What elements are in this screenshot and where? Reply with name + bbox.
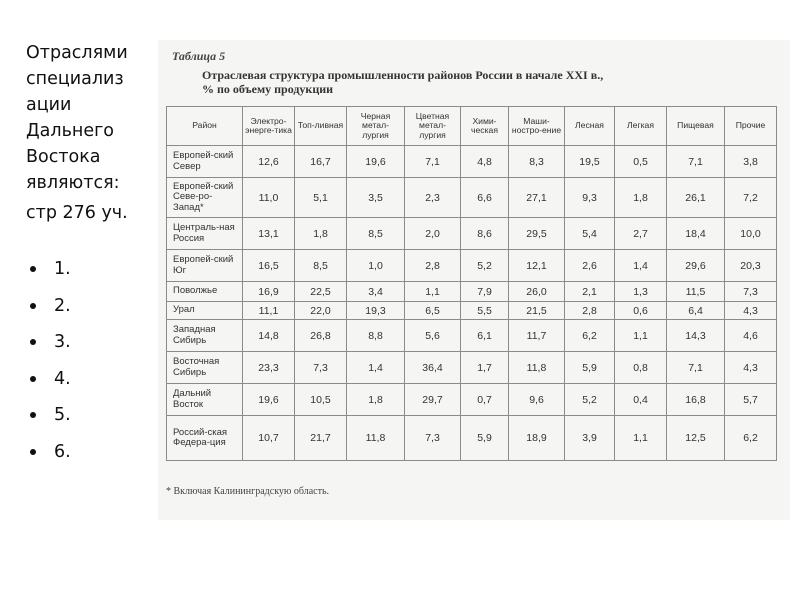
table-row — [167, 352, 777, 384]
column-header: Топ-ливная — [295, 107, 347, 146]
value-cell: 3,8 — [725, 146, 777, 178]
region-cell: Европей-ский Юг — [167, 250, 243, 282]
value-cell: 7,1 — [405, 146, 461, 178]
value-cell: 1,1 — [615, 320, 667, 352]
value-cell: 3,5 — [347, 178, 405, 218]
column-header: Маши-ностро-ение — [509, 107, 565, 146]
table-row — [167, 320, 777, 352]
bullet-icon — [30, 303, 36, 309]
column-header: Электро-энерге-тика — [243, 107, 295, 146]
column-header: Черная метал-лургия — [347, 107, 405, 146]
table-row — [167, 302, 777, 320]
region-cell: Восточная Сибирь — [167, 352, 243, 384]
value-cell: 8,3 — [509, 146, 565, 178]
value-cell: 19,5 — [565, 146, 615, 178]
table-row — [167, 178, 777, 218]
value-cell: 7,3 — [295, 352, 347, 384]
question-line: Дальнего — [26, 121, 115, 141]
table-row — [167, 250, 777, 282]
value-cell: 1,4 — [615, 250, 667, 282]
value-cell: 21,7 — [295, 416, 347, 461]
scanned-table-image — [158, 40, 790, 520]
value-cell: 16,7 — [295, 146, 347, 178]
column-header: Прочие — [725, 107, 777, 146]
value-cell: 22,5 — [295, 282, 347, 302]
value-cell: 10,7 — [243, 416, 295, 461]
value-cell: 8,6 — [461, 218, 509, 250]
value-cell: 16,5 — [243, 250, 295, 282]
value-cell: 0,7 — [461, 384, 509, 416]
value-cell: 18,4 — [667, 218, 725, 250]
bullet-icon — [30, 266, 36, 272]
value-cell: 5,4 — [565, 218, 615, 250]
region-cell: Европей-ский Север — [167, 146, 243, 178]
value-cell: 12,6 — [243, 146, 295, 178]
value-cell: 16,8 — [667, 384, 725, 416]
value-cell: 29,5 — [509, 218, 565, 250]
question-line: Востока — [26, 147, 101, 167]
region-cell: Западная Сибирь — [167, 320, 243, 352]
value-cell: 6,1 — [461, 320, 509, 352]
value-cell: 1,3 — [615, 282, 667, 302]
value-cell: 6,4 — [667, 302, 725, 320]
value-cell: 7,9 — [461, 282, 509, 302]
value-cell: 5,1 — [295, 178, 347, 218]
question-text — [26, 40, 161, 196]
value-cell: 12,1 — [509, 250, 565, 282]
bullet-icon — [30, 449, 36, 455]
table-row — [167, 146, 777, 178]
region-cell: Дальний Восток — [167, 384, 243, 416]
answer-list — [26, 256, 161, 475]
table-row — [167, 218, 777, 250]
table-caption: Таблица 5 — [172, 49, 226, 63]
value-cell: 2,8 — [405, 250, 461, 282]
value-cell: 0,4 — [615, 384, 667, 416]
value-cell: 11,5 — [667, 282, 725, 302]
column-header: Лесная — [565, 107, 615, 146]
value-cell: 14,3 — [667, 320, 725, 352]
value-cell: 2,3 — [405, 178, 461, 218]
region-cell: Россий-ская Федера-ция — [167, 416, 243, 461]
answer-item — [26, 256, 161, 293]
value-cell: 1,1 — [615, 416, 667, 461]
question-line: являются: — [26, 173, 120, 193]
value-cell: 4,3 — [725, 352, 777, 384]
answer-number: 6. — [54, 441, 71, 462]
table-row — [167, 384, 777, 416]
answer-item — [26, 329, 161, 366]
answer-item — [26, 293, 161, 330]
value-cell: 18,9 — [509, 416, 565, 461]
column-header: Легкая — [615, 107, 667, 146]
value-cell: 5,6 — [405, 320, 461, 352]
value-cell: 12,5 — [667, 416, 725, 461]
value-cell: 14,8 — [243, 320, 295, 352]
table-body — [167, 146, 777, 461]
value-cell: 26,8 — [295, 320, 347, 352]
value-cell: 5,2 — [565, 384, 615, 416]
value-cell: 1,7 — [461, 352, 509, 384]
value-cell: 7,1 — [667, 352, 725, 384]
table-title — [202, 68, 762, 96]
value-cell: 1,1 — [405, 282, 461, 302]
value-cell: 11,8 — [347, 416, 405, 461]
value-cell: 1,8 — [615, 178, 667, 218]
value-cell: 9,6 — [509, 384, 565, 416]
column-header: Цветная метал-лургия — [405, 107, 461, 146]
value-cell: 5,5 — [461, 302, 509, 320]
value-cell: 20,3 — [725, 250, 777, 282]
answer-item — [26, 366, 161, 403]
value-cell: 3,4 — [347, 282, 405, 302]
answer-item — [26, 439, 161, 476]
table-title-line: % по объему продукции — [202, 82, 334, 96]
answer-number: 5. — [54, 405, 71, 425]
region-cell: Европей-ский Севе-ро-Запад* — [167, 178, 243, 218]
value-cell: 3,9 — [565, 416, 615, 461]
value-cell: 21,5 — [509, 302, 565, 320]
answer-number: 3. — [54, 332, 71, 352]
value-cell: 11,1 — [243, 302, 295, 320]
value-cell: 1,0 — [347, 250, 405, 282]
value-cell: 27,1 — [509, 178, 565, 218]
value-cell: 1,8 — [295, 218, 347, 250]
column-header: Пищевая — [667, 107, 725, 146]
answer-number: 4. — [54, 368, 71, 389]
value-cell: 7,3 — [405, 416, 461, 461]
value-cell: 0,8 — [615, 352, 667, 384]
value-cell: 0,5 — [615, 146, 667, 178]
value-cell: 6,6 — [461, 178, 509, 218]
question-line: специализ — [26, 69, 124, 89]
value-cell: 19,6 — [243, 384, 295, 416]
value-cell: 19,6 — [347, 146, 405, 178]
value-cell: 22,0 — [295, 302, 347, 320]
column-header: Район — [167, 107, 243, 146]
value-cell: 1,8 — [347, 384, 405, 416]
region-cell: Поволжье — [167, 282, 243, 302]
page-reference: стр 276 уч. — [26, 203, 128, 223]
value-cell: 7,2 — [725, 178, 777, 218]
table-footnote: * Включая Калининградскую область. — [166, 486, 330, 497]
value-cell: 29,7 — [405, 384, 461, 416]
value-cell: 5,2 — [461, 250, 509, 282]
value-cell: 0,6 — [615, 302, 667, 320]
bullet-icon — [30, 412, 36, 418]
value-cell: 6,2 — [725, 416, 777, 461]
value-cell: 19,3 — [347, 302, 405, 320]
table-row — [167, 282, 777, 302]
value-cell: 4,8 — [461, 146, 509, 178]
column-header: Хими-ческая — [461, 107, 509, 146]
value-cell: 23,3 — [243, 352, 295, 384]
table-title-line: Отраслевая структура промышленности районов России в начале XXI в., — [202, 68, 604, 82]
value-cell: 7,3 — [725, 282, 777, 302]
value-cell: 11,7 — [509, 320, 565, 352]
question-line: Отраслями — [26, 43, 128, 63]
value-cell: 2,1 — [565, 282, 615, 302]
value-cell: 2,6 — [565, 250, 615, 282]
value-cell: 9,3 — [565, 178, 615, 218]
table-row — [167, 416, 777, 461]
value-cell: 2,8 — [565, 302, 615, 320]
value-cell: 26,1 — [667, 178, 725, 218]
value-cell: 11,8 — [509, 352, 565, 384]
region-cell: Централь-ная Россия — [167, 218, 243, 250]
value-cell: 13,1 — [243, 218, 295, 250]
value-cell: 7,1 — [667, 146, 725, 178]
bullet-icon — [30, 339, 36, 345]
value-cell: 26,0 — [509, 282, 565, 302]
answer-number: 2. — [54, 295, 71, 316]
value-cell: 6,2 — [565, 320, 615, 352]
value-cell: 11,0 — [243, 178, 295, 218]
value-cell: 4,3 — [725, 302, 777, 320]
value-cell: 8,5 — [347, 218, 405, 250]
value-cell: 16,9 — [243, 282, 295, 302]
value-cell: 8,8 — [347, 320, 405, 352]
value-cell: 5,7 — [725, 384, 777, 416]
value-cell: 5,9 — [461, 416, 509, 461]
question-line: ации — [26, 95, 72, 115]
answer-number: 1. — [54, 259, 71, 279]
value-cell: 2,0 — [405, 218, 461, 250]
value-cell: 10,0 — [725, 218, 777, 250]
value-cell: 8,5 — [295, 250, 347, 282]
industry-structure-table — [166, 106, 777, 461]
value-cell: 2,7 — [615, 218, 667, 250]
question-panel — [26, 40, 161, 475]
value-cell: 4,6 — [725, 320, 777, 352]
table-header-row — [167, 107, 777, 146]
bullet-icon — [30, 376, 36, 382]
answer-item — [26, 402, 161, 439]
value-cell: 10,5 — [295, 384, 347, 416]
value-cell: 1,4 — [347, 352, 405, 384]
value-cell: 5,9 — [565, 352, 615, 384]
value-cell: 6,5 — [405, 302, 461, 320]
region-cell: Урал — [167, 302, 243, 320]
value-cell: 29,6 — [667, 250, 725, 282]
value-cell: 36,4 — [405, 352, 461, 384]
